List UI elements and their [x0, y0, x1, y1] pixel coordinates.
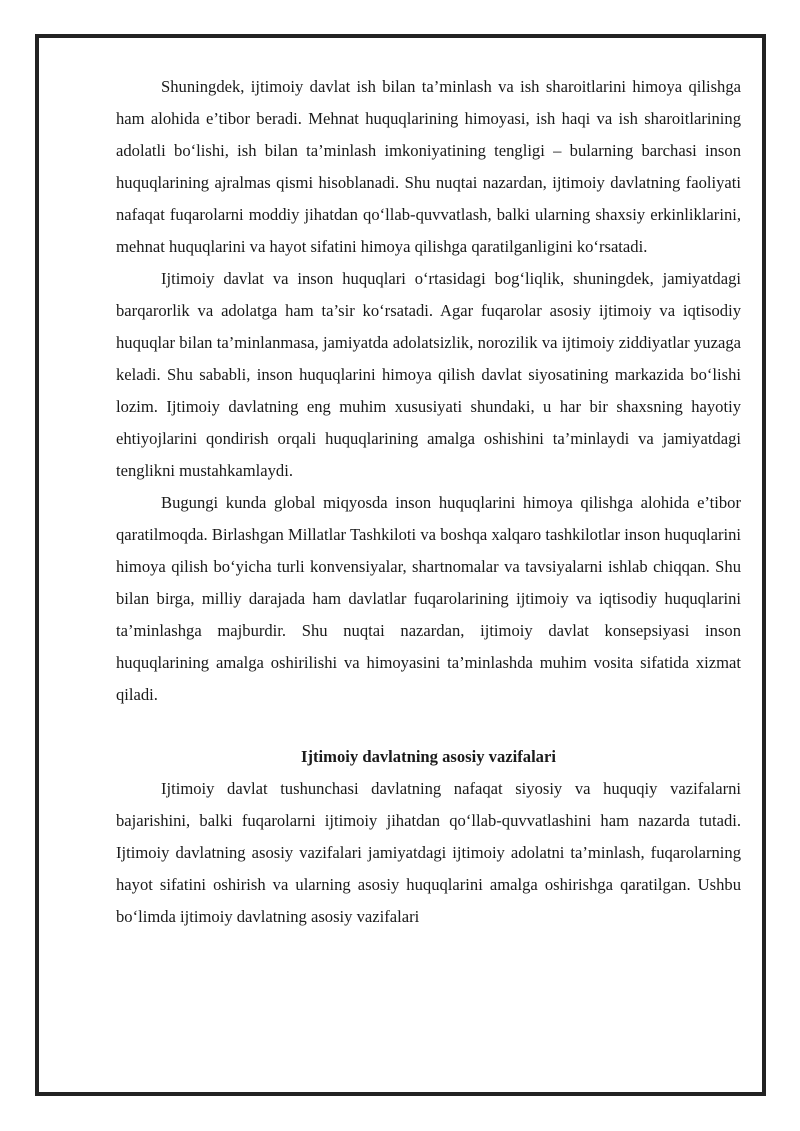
paragraph-section-intro: Ijtimoiy davlat tushunchasi davlatning nafaqat siyosiy va huquqiy vazifalarni bajarishini, balki fuqarolarni ijtimoiy jihatdan qo‘llab-quvvatlashini ham nazarda tutadi. Ijtimoiy davlatning asosiy vazifalari jamiyatdagi ijtimoiy adolatni ta’minlash, fuqarolarning hayot sifatini oshirish va ularning asosiy huquqlarini amalga oshirishga qaratilgan. Ushbu bo‘limda ijtimoiy davlatning asosiy vazifalari [116, 779, 741, 926]
paragraph-social-stability: Ijtimoiy davlat va inson huquqlari o‘rtasidagi bog‘liqlik, shuningdek, jamiyatdagi barqarorlik va adolatga ham ta’sir ko‘rsatadi. Agar fuqarolar asosiy ijtimoiy va iqtisodiy huquqlar bilan ta’minlanmasa, jamiyatda adolatsizlik, norozilik va ijtimoiy ziddiyatlar yuzaga keladi. Shu sababli, inson huquqlarini himoya qilish davlat siyosatining markazida bo‘lishi lozim. Ijtimoiy davlatning eng muhim xususiyati shundaki, u har bir shaxsning hayotiy ehtiyojlarini qondirish orqali huquqlarining amalga oshishini ta’minlaydi va jamiyatdagi tenglikni mustahkamlaydi. [116, 269, 741, 480]
section-heading: Ijtimoiy davlatning asosiy vazifalari [301, 747, 556, 766]
document-body [116, 71, 741, 933]
paragraph-global-human-rights: Bugungi kunda global miqyosda inson huquqlarini himoya qilishga alohida e’tibor qaratilmoqda. Birlashgan Millatlar Tashkiloti va boshqa xalqaro tashkilotlar inson huquqlarini himoya qilish bo‘yicha turli konvensiyalar, shartnomalar va tavsiyalarni ishlab chiqqan. Shu bilan birga, milliy darajada ham davlatlar fuqarolarining ijtimoiy va iqtisodiy huquqlarini ta’minlashga majburdir. Shu nuqtai nazardan, ijtimoiy davlat konsepsiyasi inson huquqlarining amalga oshirilishi va himoyasini ta’minlashda muhim vosita sifatida xizmat qiladi. [116, 493, 741, 704]
paragraph-employment-rights: Shuningdek, ijtimoiy davlat ish bilan ta’minlash va ish sharoitlarini himoya qilishga ham alohida e’tibor beradi. Mehnat huquqlarining himoyasi, ish haqi va ish sharoitlarining adolatli bo‘lishi, ish bilan ta’minlash imkoniyatining tengligi – bularning barchasi inson huquqlarining ajralmas qismi hisoblanadi. Shu nuqtai nazardan, ijtimoiy davlatning faoliyati nafaqat fuqarolarni moddiy jihatdan qo‘llab-quvvatlash, balki ularning shaxsiy erkinliklarini, mehnat huquqlarini va hayot sifatini himoya qilishga qaratilganligini ko‘rsatadi. [116, 77, 741, 256]
